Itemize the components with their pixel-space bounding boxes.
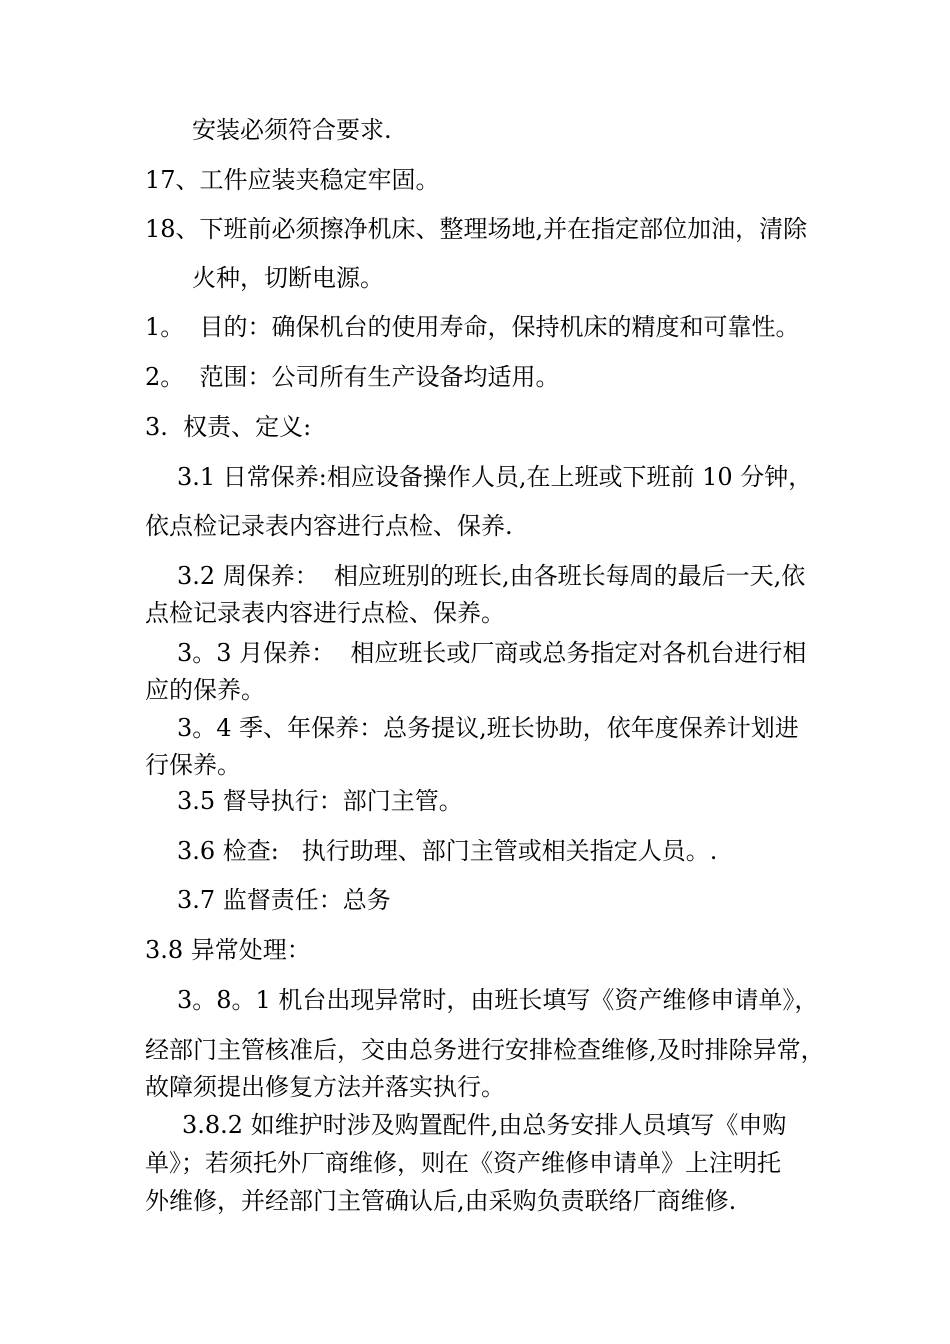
text-line: 3.8 异常处理： xyxy=(145,936,311,964)
text-line: 3。3 月保养： 相应班长或厂商或总务指定对各机台进行相 xyxy=(177,639,807,667)
text-line: 3.6 检查: 执行助理、部门主管或相关指定人员。. xyxy=(177,837,718,865)
text-line: 3.5 督导执行：部门主管。 xyxy=(177,787,463,815)
text-line: 3。8。1 机台出现异常时，由班长填写《资产维修申请单》， xyxy=(177,986,819,1014)
text-line: 18、下班前必须擦净机床、整理场地,并在指定部位加油，清除 xyxy=(145,215,808,243)
text-line: 17、工件应装夹稳定牢固。 xyxy=(145,166,440,194)
text-line: 依点检记录表内容进行点检、保养. xyxy=(145,512,513,540)
text-line: 点检记录表内容进行点检、保养。 xyxy=(145,599,505,627)
text-line: 3.1 日常保养:相应设备操作人员,在上班或下班前 10 分钟， xyxy=(177,463,813,491)
text-line: 行保养。 xyxy=(145,751,241,779)
text-line: 3.2 周保养： 相应班别的班长,由各班长每周的最后一天,依 xyxy=(177,562,806,590)
text-line: 故障须提出修复方法并落实执行。 xyxy=(145,1073,505,1101)
text-line: 火种，切断电源。 xyxy=(192,264,384,292)
text-line: 2。 范围：公司所有生产设备均适用。 xyxy=(145,363,560,391)
text-line: 安装必须符合要求. xyxy=(192,116,392,144)
text-line: 外维修，并经部门主管确认后,由采购负责联络厂商维修. xyxy=(145,1187,737,1215)
text-line: 3。4 季、年保养：总务提议,班长协助，依年度保养计划进 xyxy=(177,714,799,742)
text-line: 经部门主管核准后，交由总务进行安排检查维修,及时排除异常， xyxy=(145,1036,825,1064)
text-line: 3. 权责、定义: xyxy=(145,413,312,441)
text-line: 3.7 监督责任：总务 xyxy=(177,886,391,914)
text-line: 3.8.2 如维护时涉及购置配件,由总务安排人员填写《申购 xyxy=(182,1111,787,1139)
text-line: 应的保养。 xyxy=(145,676,265,704)
text-line: 单》；若须托外厂商维修，则在《资产维修申请单》上注明托 xyxy=(145,1149,781,1177)
text-line: 1。 目的：确保机台的使用寿命，保持机床的精度和可靠性。 xyxy=(145,313,800,341)
